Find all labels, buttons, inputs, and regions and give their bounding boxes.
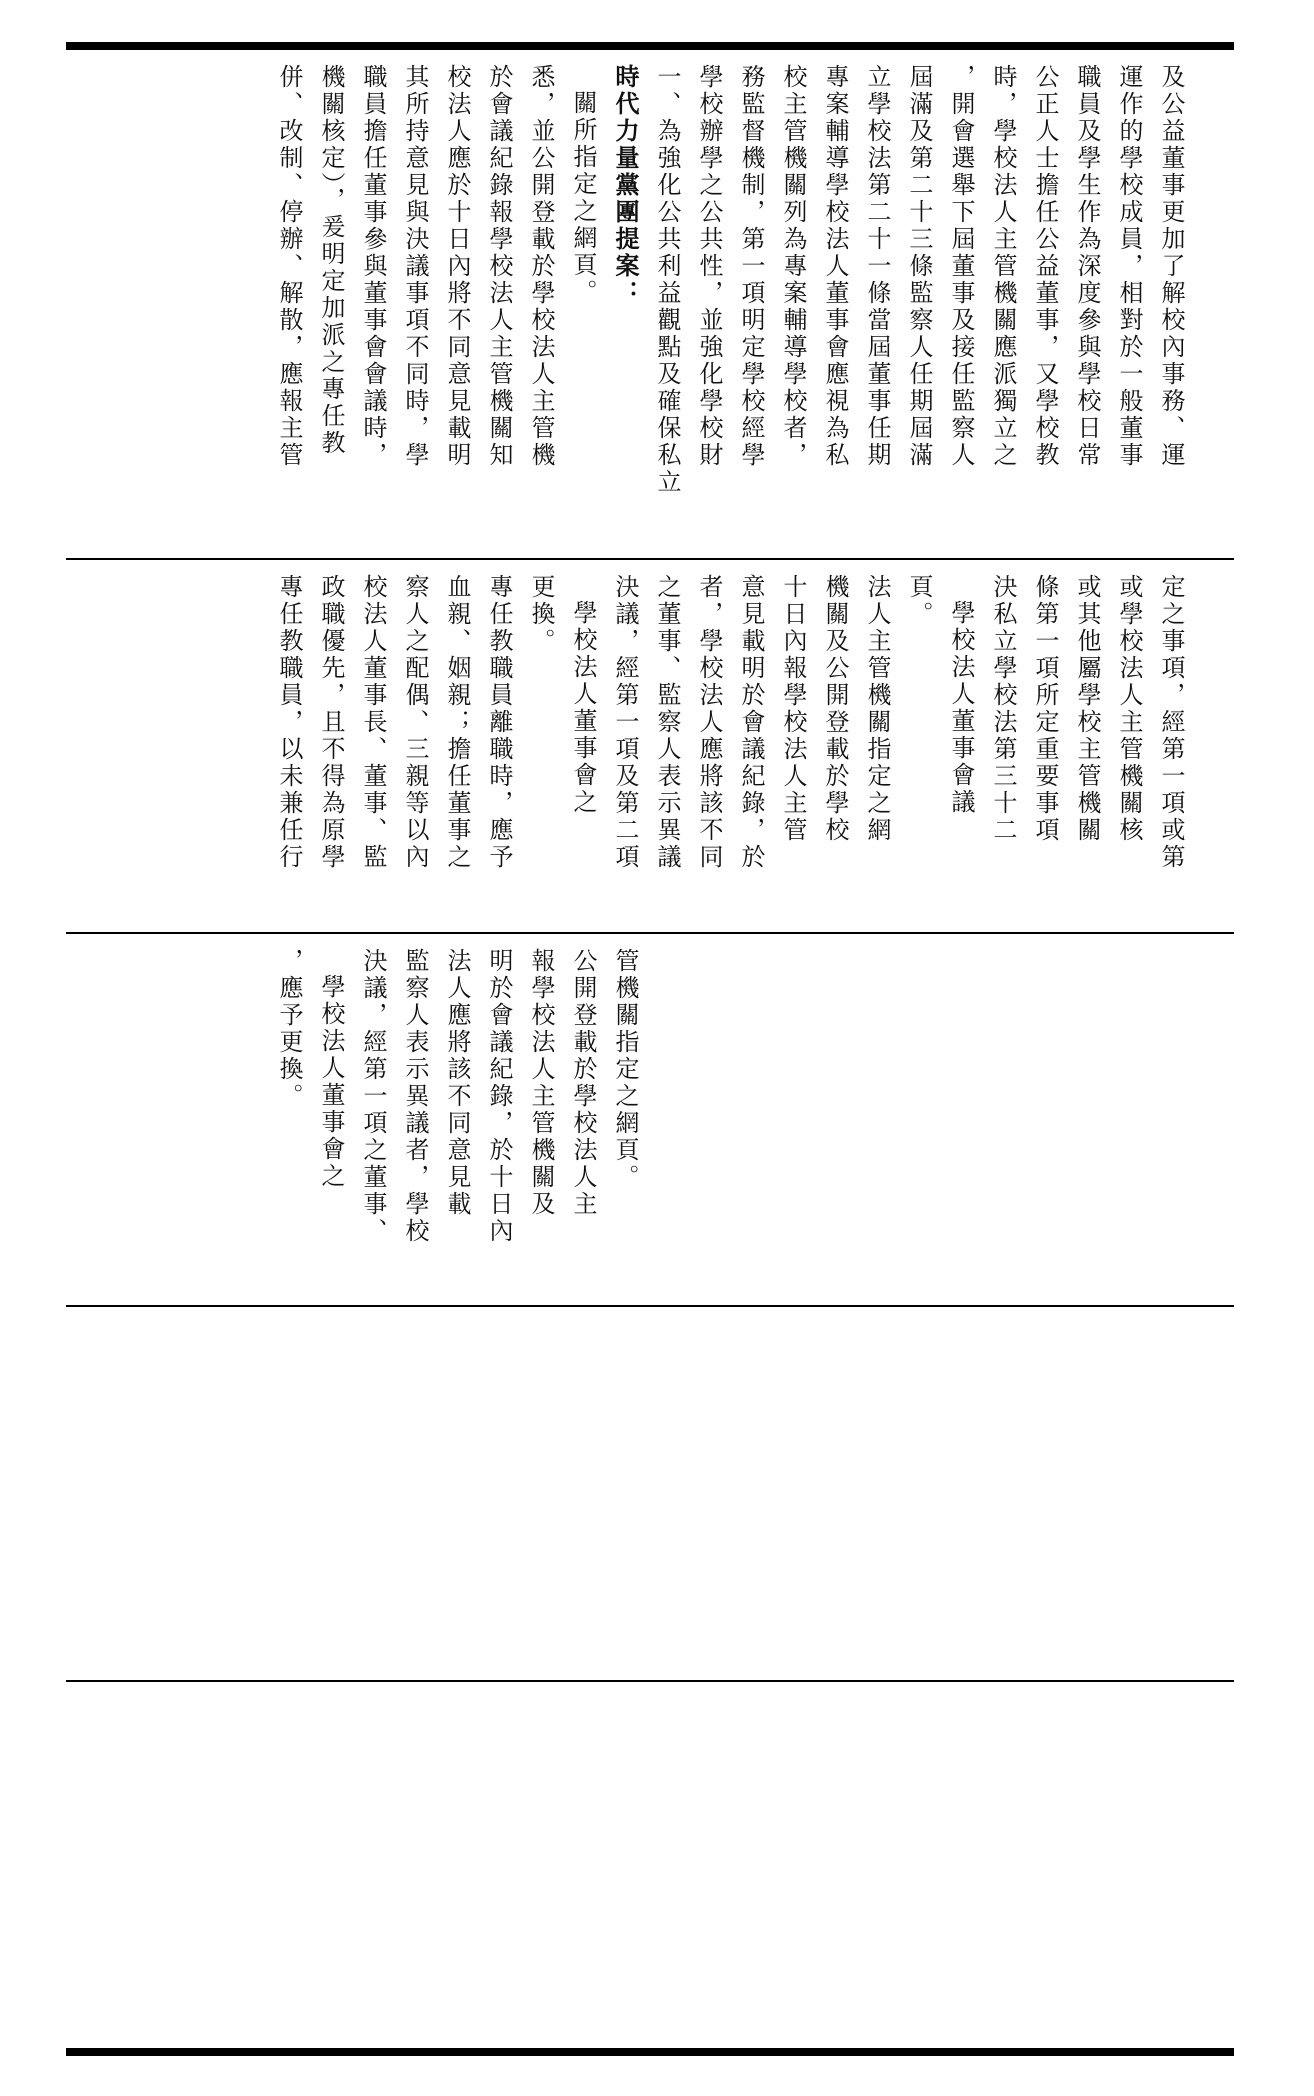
text-column: 悉，並公開登載於學校法人主管機: [527, 64, 555, 469]
text-column: ，應予更換。: [275, 948, 303, 1110]
text-column: 公開登載於學校法人主: [569, 948, 597, 1218]
text-column: 法人應將該不同意見載: [443, 948, 471, 1218]
text-column: 十日內報學校法人主管: [779, 574, 807, 844]
text-column: 或學校法人主管機關核: [1115, 574, 1143, 844]
text-column: 者，學校法人應將該不同: [695, 574, 723, 871]
text-column: 之董事、監察人表示異議: [653, 574, 681, 871]
text-column: 學校辦學之公共性，並強化學校財: [695, 64, 723, 469]
text-column: 頁。: [905, 574, 933, 628]
text-column: 專任教職員離職時，應予: [485, 574, 513, 871]
text-column: 監察人表示異議者，學校: [401, 948, 429, 1245]
text-column: 或其他屬學校主管機關: [1073, 574, 1101, 844]
text-column: 更換。: [527, 574, 555, 655]
bottom-border: [66, 2048, 1234, 2056]
text-column: 察人之配偶、三親等以內: [401, 574, 429, 871]
empty-band-4: [66, 1307, 1234, 1680]
text-column: 機關核定），爰明定加派之專任教: [317, 64, 345, 457]
text-column: 於會議紀錄報學校法人主管機關知: [485, 64, 513, 469]
text-column: 條第一項所定重要事項: [1031, 574, 1059, 844]
text-column: 定之事項，經第一項或第: [1157, 574, 1185, 871]
text-column: 法人主管機關指定之網: [863, 574, 891, 844]
text-column: 專案輔導學校法人董事會應視為私: [821, 64, 849, 469]
text-column: 一、為強化公共利益觀點及確保私立: [653, 64, 681, 496]
text-column: 校主管機關列為專案輔導學校者，: [779, 64, 807, 469]
text-column: 及公益董事更加了解校內事務、運: [1157, 64, 1185, 469]
text-column: 政職優先，且不得為原學: [317, 574, 345, 871]
text-column: 立學校法第二十一條當屆董事任期: [863, 64, 891, 469]
text-column: 明於會議紀錄，於十日內: [485, 948, 513, 1245]
text-column: 管機關指定之網頁。: [611, 948, 639, 1191]
text-column: 決私立學校法第三十二: [989, 574, 1017, 844]
top-border: [66, 42, 1234, 50]
text-column: 其所持意見與決議事項不同時，學: [401, 64, 429, 469]
empty-band-5: [66, 1682, 1234, 2048]
text-column: 意見載明於會議紀錄，於: [737, 574, 765, 871]
text-column: 運作的學校成員，相對於一般董事: [1115, 64, 1143, 469]
section-heading: 時代力量黨團提案：: [611, 64, 640, 307]
text-column: 學校法人董事會之: [317, 974, 345, 1190]
text-column: 併、改制、停辦、解散，應報主管: [275, 64, 303, 469]
text-column: 校法人董事長、董事、監: [359, 574, 387, 871]
text-column: 學校法人董事會議: [947, 600, 975, 816]
text-column: 決議，經第一項之董事、: [359, 948, 387, 1245]
text-band-1: [66, 50, 1234, 558]
text-column: 時，學校法人主管機關應派獨立之: [989, 64, 1017, 469]
text-column: 公正人士擔任公益董事，又學校教: [1031, 64, 1059, 469]
text-column: 專任教職員，以未兼任行: [275, 574, 303, 871]
text-column: 校法人應於十日內將不同意見載明: [443, 64, 471, 469]
text-column: 學校法人董事會之: [569, 600, 597, 816]
text-column: 機關及公開登載於學校: [821, 574, 849, 844]
text-column: 報學校法人主管機關及: [527, 948, 555, 1218]
text-column: 關所指定之網頁。: [569, 90, 597, 306]
text-band-2: [66, 560, 1234, 932]
text-column: 務監督機制，第一項明定學校經學: [737, 64, 765, 469]
text-column: ，開會選舉下屆董事及接任監察人: [947, 64, 975, 469]
text-column: 職員及學生作為深度參與學校日常: [1073, 64, 1101, 469]
text-band-3: [66, 934, 1234, 1305]
text-column: 屆滿及第二十三條監察人任期屆滿: [905, 64, 933, 469]
text-column: 職員擔任董事參與董事會會議時，: [359, 64, 387, 469]
text-column: 血親、姻親；擔任董事之: [443, 574, 471, 871]
text-column: 決議，經第一項及第二項: [611, 574, 639, 871]
